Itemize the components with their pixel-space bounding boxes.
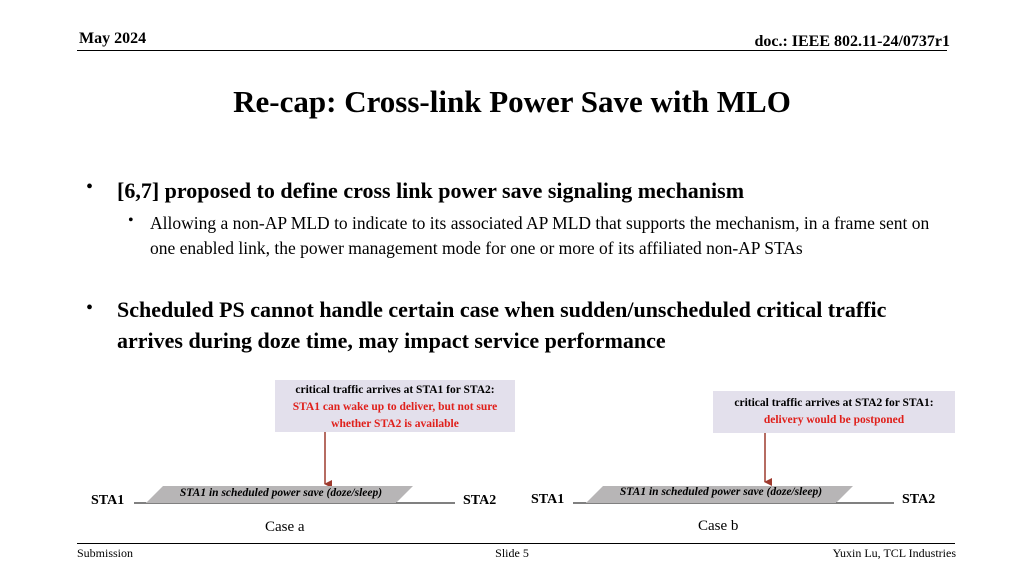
footer-author: Yuxin Lu, TCL Industries <box>832 546 956 560</box>
case-a-sta1-label: STA1 <box>91 493 125 508</box>
footer-submission: Submission <box>77 546 134 560</box>
case-a-caption: Case a <box>265 519 305 535</box>
bullet-2-text: Scheduled PS cannot handle certain case when sudden/unscheduled critical traffic arrives during doze time, may impact service performance <box>117 297 887 353</box>
case-b-sta1-label: STA1 <box>531 492 565 507</box>
case-a-note-line1: critical traffic arrives at STA1 for STA2: <box>295 384 495 396</box>
sub-bullet-dot: • <box>128 212 134 229</box>
bullet-1-sub-1-text: Allowing a non-AP MLD to indicate to its associated AP MLD that supports the mechanism, in a frame sent on one enabled link, the power management mode for one or more of its affiliated non-AP STAs <box>150 213 930 258</box>
case-b-caption: Case b <box>698 518 739 534</box>
footer-slide-number: Slide 5 <box>495 546 529 560</box>
case-a-sta2-label: STA2 <box>463 493 497 508</box>
bullet-1-text: [6,7] proposed to define cross link power save signaling mechanism <box>117 178 745 203</box>
case-b-sta2-label: STA2 <box>902 492 936 507</box>
case-a-note-line2: STA1 can wake up to deliver, but not sure whether STA2 is available <box>292 401 498 430</box>
bullet-dot: • <box>86 176 94 198</box>
header-date: May 2024 <box>79 30 147 47</box>
case-b-note-line2: delivery would be postponed <box>763 414 905 426</box>
bullet-dot: • <box>86 297 94 319</box>
footer-divider <box>77 543 955 544</box>
case-b-note-line1: critical traffic arrives at STA2 for STA1: <box>734 397 934 409</box>
slide-title: Re-cap: Cross-link Power Save with MLO <box>233 84 791 119</box>
header-doc-id: doc.: IEEE 802.11-24/0737r1 <box>754 33 950 50</box>
case-b-band-label: STA1 in scheduled power save (doze/sleep) <box>619 486 823 498</box>
case-a-band-label: STA1 in scheduled power save (doze/sleep) <box>179 487 383 499</box>
